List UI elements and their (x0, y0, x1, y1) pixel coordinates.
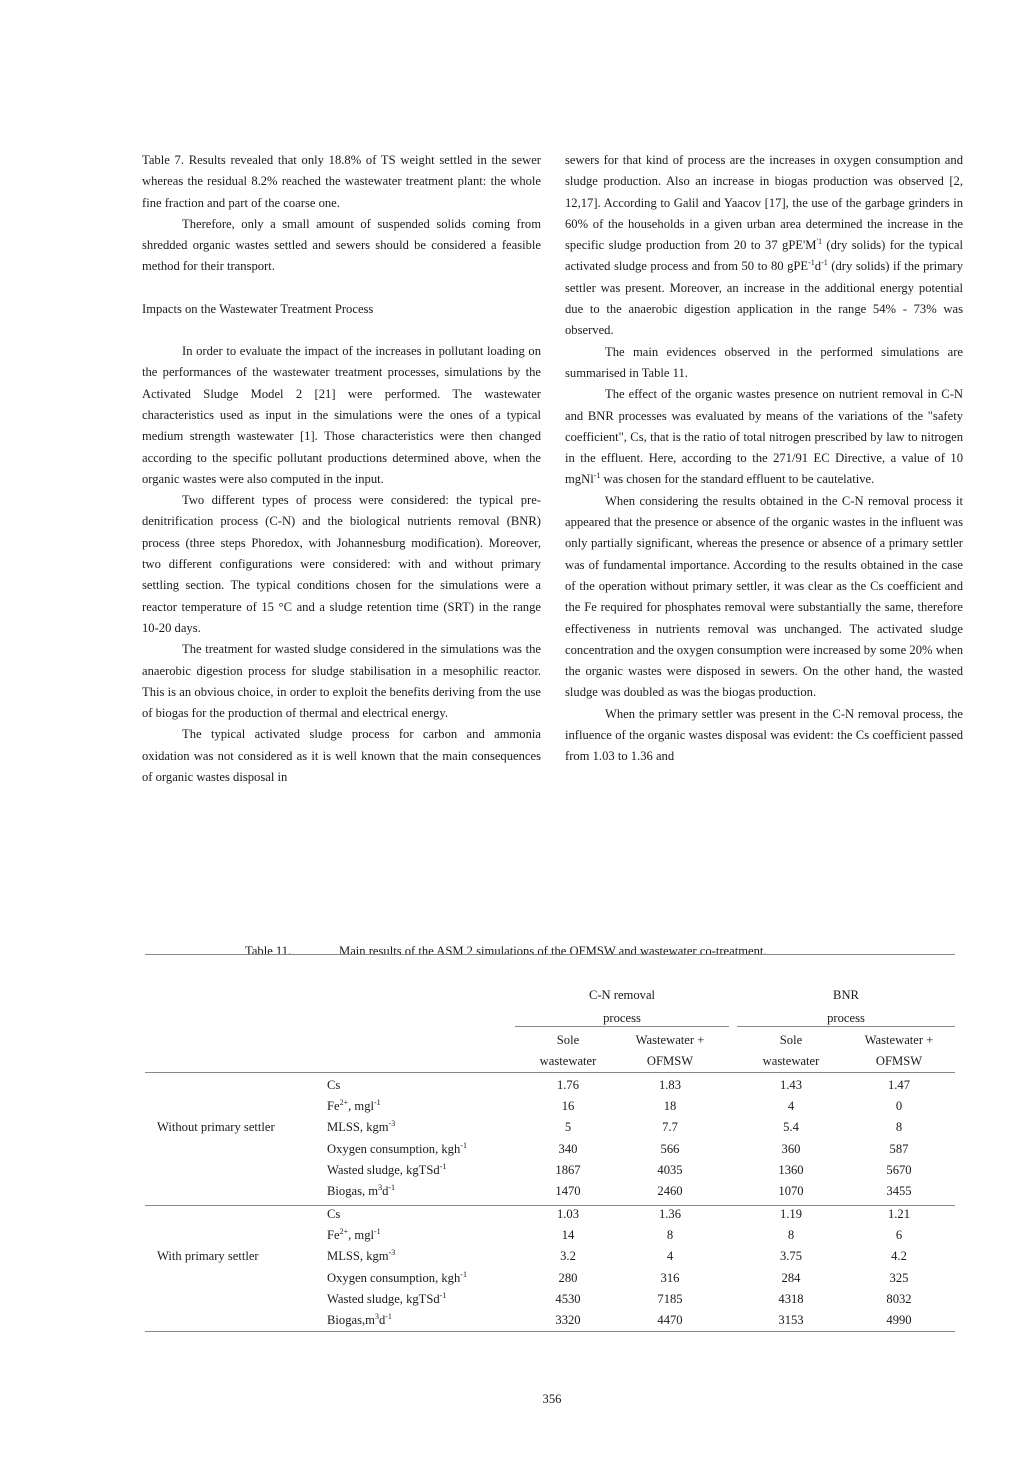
group-header-cn-sub: process (603, 1011, 641, 1025)
right-column (565, 150, 963, 768)
parameter-label: Wasted sludge, kgTSd$^{-1}$ (327, 1290, 447, 1306)
table-cell: 4318 (778, 1291, 804, 1306)
table-top-rule (145, 954, 955, 955)
table-cell: 4 (787, 1099, 795, 1114)
col-header-cn-ww-sub: OFMSW (646, 1054, 694, 1068)
table-cell: 5670 (886, 1162, 912, 1177)
table-cell: 14 (561, 1228, 575, 1243)
left-column (142, 150, 541, 788)
section-heading: Impacts on the Wastewater Treatment Process (142, 301, 374, 316)
table-cell: 8 (666, 1228, 674, 1243)
table-cell: 4 (666, 1249, 674, 1264)
left-paragraph-5: The treatment for wasted sludge considered in the simulations was the anaerobic digestion process for sludge stabilisation in a mesophilic reactor. This is an obvious choice, in order to exploit the benefits deriving from the use of biogas for the production of thermal and electrical energy. (142, 642, 541, 721)
parameter-label: MLSS, kgm$^{-3}$ (327, 1119, 396, 1135)
table-cell: 5 (564, 1120, 572, 1135)
table-caption (245, 944, 767, 959)
table-bottom-rule (145, 1331, 955, 1332)
section-label-with: With primary settler (157, 1249, 259, 1263)
left-paragraph-1: Table 7. Results revealed that only 18.8% of TS weight settled in the sewer whereas the residual 8.2% reached the wastewater treatment plant: the whole fine fraction and part of the coarse one. (142, 153, 541, 210)
section-divider-rule (145, 1205, 955, 1206)
col-header-bnr-sole-sub: wastewater (762, 1054, 820, 1068)
header-rule (145, 1072, 955, 1073)
table-cell: 3153 (778, 1313, 804, 1327)
col-header-bnr-ww-sub: OFMSW (875, 1054, 923, 1068)
table-cell: 3.2 (560, 1249, 576, 1264)
right-paragraph-3: The effect of the organic wastes presence on nutrient removal in C-N and BNR processes was evaluated by means of the variations of the "safety coefficient", Cs, that is the ratio of total nitrogen prescribed by law to nitrogen in the effluent. Here, according to the 271/91 EC Directive, a value of 10 mgNl$^{-1}$ was chosen for the standard effluent to be cautelative. (565, 387, 963, 487)
table-cell: 1.83 (658, 1078, 682, 1092)
parameter-label: $Fe^{2+}$, mgl$^{-1}$ (327, 1227, 381, 1243)
table-cell: 5.4 (783, 1120, 799, 1135)
table-cell: 8 (787, 1228, 795, 1243)
table-cell: 2460 (657, 1184, 683, 1198)
col-header-cn-sole: Sole (556, 1033, 580, 1047)
left-paragraph-3: In order to evaluate the impact of the increases in pollutant loading on the performances of the wastewater treatment processes, simulations by the Activated Sludge Model 2 [21] were performed. The wastewater characteristics used as input in the simulations were the ones of a typical medium strength wastewater [1]. Those characteristics were then changed according to the specific pollutant productions determined above, when the organic wastes were also computed in the input. (142, 344, 541, 486)
section-label-without: Without primary settler (157, 1120, 275, 1134)
group-header-bnr: BNR (833, 988, 859, 1002)
table-cell: 1.03 (556, 1207, 580, 1221)
parameter-label: Cs (327, 1207, 341, 1221)
col-header-cn-ww: Wastewater + (635, 1033, 705, 1047)
table-cell: 4470 (657, 1313, 683, 1327)
col-header-bnr-ww: Wastewater + (864, 1033, 934, 1047)
table-cell: 3320 (555, 1313, 581, 1327)
table-cell: 1.47 (887, 1078, 911, 1092)
table-cell: 1470 (555, 1184, 581, 1198)
table-cell: 316 (660, 1270, 680, 1285)
left-paragraph-2: Therefore, only a small amount of suspended solids coming from shredded organic wastes settled and sewers should be considered a feasible method for their transport. (142, 216, 541, 274)
left-paragraph-6: The typical activated sludge process for carbon and ammonia oxidation was not considered as it is well known that the main consequences of organic wastes disposal in (142, 727, 541, 785)
parameter-label: $Fe^{2+}$, mgl$^{-1}$ (327, 1098, 381, 1114)
table-cell: 8032 (886, 1291, 912, 1306)
table-cell: 1.36 (658, 1207, 682, 1221)
table-cell: 18 (663, 1099, 677, 1114)
page-number: 356 (542, 1392, 562, 1406)
table-cell: 587 (889, 1141, 909, 1156)
parameter-label: Wasted sludge, kgTSd$^{-1}$ (327, 1161, 447, 1177)
table-caption-label: Table 11. (245, 944, 292, 958)
table-cell: 0 (895, 1099, 903, 1114)
left-paragraph-4: Two different types of process were considered: the typical pre-denitrification process (C-N) and the biological nutrients removal (BNR) process (three steps Phoredox, with Johannesburg modification). Moreover, two different configurations were considered: with and without primary settling section. The typical conditions chosen for the simulations were a reactor temperature of 15 °C and a sludge retention time (SRT) in the range 10-20 days. (142, 493, 541, 635)
table-cell: 8 (895, 1120, 903, 1135)
table-cell: 325 (889, 1270, 909, 1285)
group-header-bnr-sub: process (827, 1011, 865, 1025)
table-cell: 16 (561, 1099, 575, 1114)
table-cell: 4990 (886, 1313, 912, 1327)
right-paragraph-2: The main evidences observed in the performed simulations are summarised in Table 11. (565, 344, 963, 380)
cn-underline (515, 1026, 729, 1027)
table-cell: 3455 (886, 1184, 912, 1198)
parameter-label: Cs (327, 1078, 341, 1092)
parameter-label: $Biogas,m^3d^{-1}$ (327, 1312, 392, 1327)
table-cell: 4035 (657, 1162, 683, 1177)
table-cell: 1360 (778, 1162, 804, 1177)
col-header-bnr-sole: Sole (779, 1033, 803, 1047)
table-cell: 7185 (657, 1291, 683, 1306)
table-cell: 1867 (555, 1162, 581, 1177)
table-cell: 1.43 (779, 1078, 803, 1092)
table-cell: 4530 (555, 1291, 581, 1306)
table-cell: 1.19 (779, 1207, 803, 1221)
col-header-cn-sole-sub: wastewater (539, 1054, 597, 1068)
table-cell: 4.2 (891, 1249, 907, 1264)
right-paragraph-4: When considering the results obtained in the C-N removal process it appeared that the presence or absence of the organic wastes in the influent was only partially significant, whereas the presence or absence of a primary settler was of fundamental importance. According to the results obtained in the case of the operation without primary settler, it was clear as the Cs coefficient and the Fe required for phosphates removal were substantially the same, therefore effectiveness in nutrients removal was unchanged. The activated sludge concentration and the oxygen consumption were increased by some 20% when the organic wastes were disposed in sewers. On the other hand, the wasted sludge was doubled as was the biogas production. (565, 493, 963, 700)
right-paragraph-1: sewers for that kind of process are the increases in oxygen consumption and sludge production. Also an increase in biogas production was observed [2, 12,17]. According to Galil and Yaacov [17], the use of the garbage grinders in 60% of the households in a given urban area determined the increase in the specific sludge production from 20 to 37 $gPE'M^{'1}$ (dry solids) for the typical activated sludge process and from 50 to 80 $gPE^{-1}d^{-1}$ (dry solids) if the primary settler was present. Moreover, an increase in the additional energy potential due to the anaerobic digestion application in the range 54% - 73% was observed. (565, 153, 963, 338)
table-cell: 7.7 (662, 1120, 678, 1135)
table-cell: 1070 (778, 1184, 804, 1198)
table-cell: 340 (558, 1141, 578, 1156)
table-cell: 284 (781, 1270, 801, 1285)
table-cell: 1.76 (556, 1078, 580, 1092)
table-cell: 6 (895, 1228, 903, 1243)
parameter-label: Biogas, $m^3d^{-1}$ (327, 1183, 396, 1198)
table-cell: 360 (781, 1141, 801, 1156)
parameter-label: Oxygen consumption, kgh$^{-1}$ (327, 1269, 467, 1285)
group-header-cn: C-N removal (588, 988, 656, 1002)
bnr-underline (737, 1026, 955, 1027)
table-cell: 280 (558, 1270, 578, 1285)
table-caption-text: Main results of the ASM 2 simulations of the OFMSW and wastewater co-treatment. (339, 944, 767, 958)
table-cell: 1.21 (887, 1207, 911, 1221)
table-cell: 3.75 (779, 1249, 803, 1264)
parameter-label: MLSS, kgm$^{-3}$ (327, 1248, 396, 1264)
table-cell: 566 (660, 1141, 680, 1156)
parameter-label: Oxygen consumption, kgh$^{-1}$ (327, 1140, 467, 1156)
right-paragraph-5: When the primary settler was present in the C-N removal process, the influence of the organic wastes disposal was evident: the Cs coefficient passed from 1.03 to 1.36 and (565, 706, 963, 764)
